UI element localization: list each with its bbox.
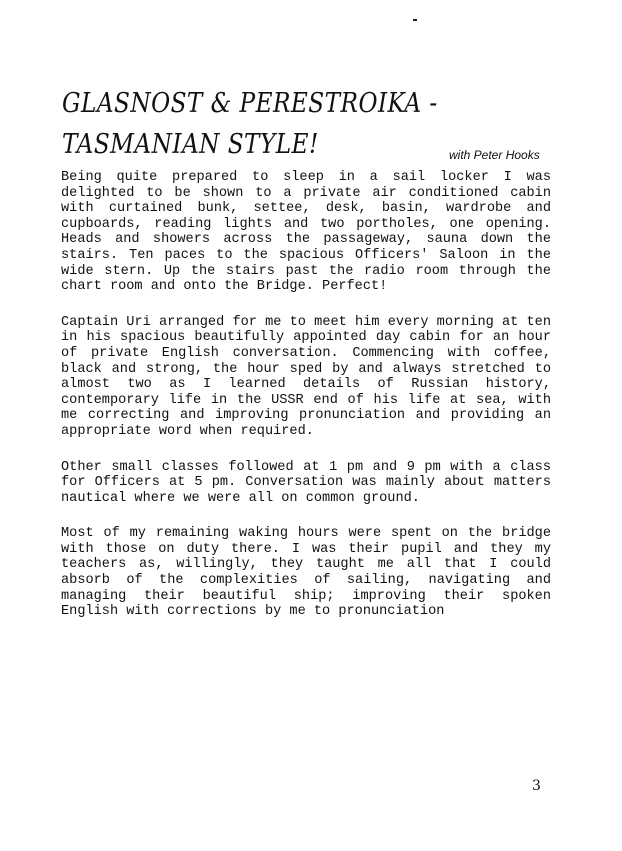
paragraph-1: Being quite prepared to sleep in a sail locker I was delighted to be shown to a private air conditioned cabin with curtained bunk, settee, desk, basin, wardrobe and cupboards, reading lights and two portholes, one opening. Heads and showers across the passageway, sauna down the stairs. Ten paces to the spacious Officers' Saloon in the wide stern. Up the stairs past the radio room through the chart room and onto the Bridge. Perfect! <box>61 170 551 295</box>
author-byline: with Peter Hooks <box>449 148 540 162</box>
article-body <box>61 170 551 640</box>
paragraph-2: Captain Uri arranged for me to meet him every morning at ten in his spacious beautifully appointed day cabin for an hour of private English conversation. Commencing with coffee, black and strong, the hour sped by and always stretched to almost two as I learned details of Russian history, contemporary life in the USSR end of his life at sea, with me correcting and improving pronunciation and providing an appropriate word when required. <box>61 314 551 439</box>
article-title-line-1: GLASNOST & PERESTROIKA - <box>62 88 438 119</box>
article-title-line-2: TASMANIAN STYLE! <box>62 129 319 160</box>
page-number: 3 <box>532 778 541 794</box>
paragraph-3: Other small classes followed at 1 pm and 9 pm with a class for Officers at 5 pm. Conversation was mainly about matters nautical where we were all on common ground. <box>61 459 551 506</box>
scan-speck <box>413 19 417 21</box>
paragraph-4: Most of my remaining waking hours were spent on the bridge with those on duty there. I was their pupil and they my teachers as, willingly, they taught me all that I could absorb of the complexities of sailing, navigating and managing their beautiful ship; improving their spoken English with corrections by me to pronunciation <box>61 526 551 620</box>
